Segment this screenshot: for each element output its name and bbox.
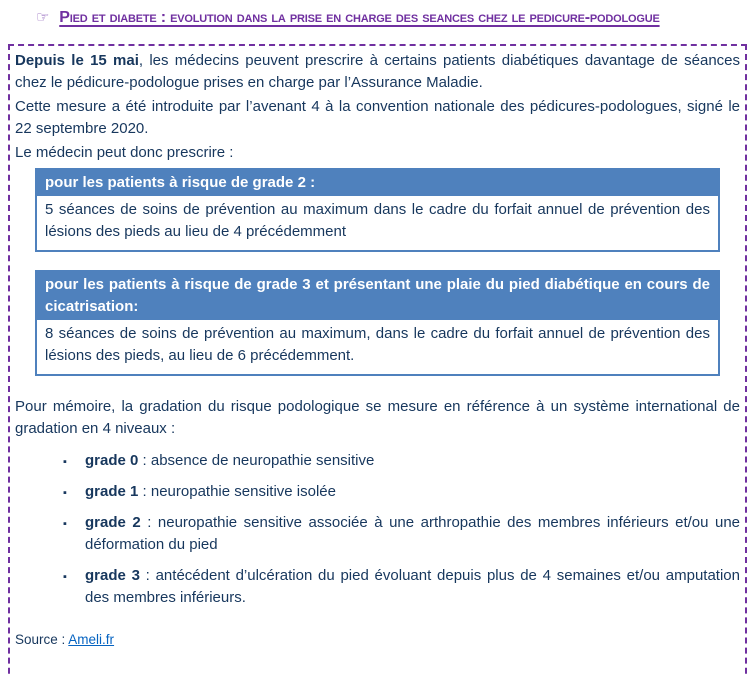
grade3-table-body: 8 séances de soins de prévention au maximum, dans le cadre du forfait annuel de prévention des lésions des pieds, au lieu de 6 précédemment. — [37, 320, 718, 374]
bullet-square-icon: ▪ — [63, 518, 67, 530]
content-box — [8, 44, 747, 675]
grade2-table — [35, 168, 720, 252]
source-line — [15, 631, 740, 649]
list-item-grade-3 — [63, 565, 740, 609]
page-title-text: Pied et diabete : evolution dans la prise en charge des seances chez le pedicure-podologue — [59, 9, 660, 26]
grades-list — [63, 450, 740, 609]
page-title — [36, 5, 745, 31]
list-item-grade-0 — [63, 450, 740, 472]
prescribe-paragraph: Le médecin peut donc prescrire : — [15, 144, 234, 161]
grade-label: grade 0 — [85, 452, 139, 469]
grade3-table — [35, 270, 720, 376]
bullet-square-icon: ▪ — [63, 571, 67, 583]
document-page — [0, 5, 755, 675]
grade2-table-body: 5 séances de soins de prévention au maximum dans le cadre du forfait annuel de prévention des lésions des pieds au lieu de 4 précédemment — [37, 196, 718, 250]
grade-label: grade 3 — [85, 567, 140, 584]
pointing-hand-icon: ☞ — [36, 9, 50, 26]
list-item-grade-2 — [63, 512, 740, 556]
intro-lead: Depuis le 15 mai — [15, 52, 139, 69]
intro-paragraph — [15, 50, 740, 94]
measure-paragraph: Cette mesure a été introduite par l’avenant 4 à la convention nationale des pédicures-podologues, signé le 22 septembre 2020. — [15, 98, 740, 137]
grade-label: grade 2 — [85, 514, 141, 531]
grade-description: : absence de neuropathie sensitive — [138, 452, 375, 469]
grade-description: : neuropathie sensitive associée à une arthropathie des membres inférieurs et/ou une déformation du pied — [85, 514, 740, 553]
source-label: Source : — [15, 632, 69, 647]
list-item-grade-1 — [63, 481, 740, 503]
bullet-square-icon: ▪ — [63, 456, 67, 468]
grade-label: grade 1 — [85, 483, 139, 500]
grade-description: : neuropathie sensitive isolée — [138, 483, 336, 500]
grade3-table-header: pour les patients à risque de grade 3 et présentant une plaie du pied diabétique en cours de cicatrisation: — [37, 272, 718, 320]
memo-paragraph: Pour mémoire, la gradation du risque podologique se mesure en référence à un système international de gradation en 4 niveaux : — [15, 398, 740, 437]
grade2-table-header: pour les patients à risque de grade 2 : — [37, 170, 718, 196]
intro-rest: , les médecins peuvent prescrire à certains patients diabétiques davantage de séances chez le pédicure-podologue prises en charge par l’Assurance Maladie. — [15, 52, 740, 91]
grade-description: : antécédent d’ulcération du pied évoluant depuis plus de 4 semaines et/ou amputation des membres inférieurs. — [85, 567, 740, 606]
ameli-link[interactable]: Ameli.fr — [68, 632, 115, 647]
bullet-square-icon: ▪ — [63, 487, 67, 499]
